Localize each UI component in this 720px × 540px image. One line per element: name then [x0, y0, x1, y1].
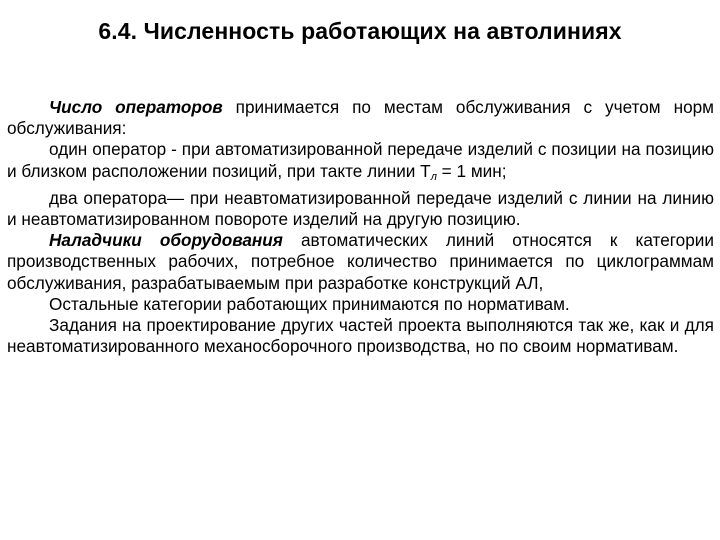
paragraph-design-tasks — [7, 315, 714, 357]
paragraph-text: Остальные категории работающих принимаются по нормативам. — [49, 293, 570, 314]
slide-body — [7, 97, 714, 357]
paragraph-text: Задания на проектирование других частей проекта выполняются так же, как и для неавтоматизированного механосборочного производства, но по своим нормативам. — [7, 315, 714, 357]
term-operators: Число операторов — [49, 97, 223, 117]
paragraph-adjusters — [7, 230, 714, 294]
paragraph-other-categories — [7, 294, 714, 315]
term-adjusters: Наладчики оборудования — [49, 230, 283, 251]
subscript-l: л — [430, 170, 437, 183]
paragraph-one-operator — [7, 139, 714, 187]
paragraph-text: два оператора— при неавтоматизированной передаче изделий с линии на линию и неавтоматизированном повороте изделий на другую позицию. — [7, 187, 714, 230]
paragraph-text: принимается по местам обслуживания с учетом норм обслуживания: — [7, 97, 715, 139]
paragraph-two-operators — [7, 188, 714, 230]
paragraph-text: один оператор - при автоматизированной передаче изделий с позиции на позицию и близком расположении позиций, при такте линии Т — [7, 139, 714, 181]
paragraph-text: автоматических линий относятся к категории производственных рабочих, потребное количество принимается по циклограммам обслуживания, разрабатываемым при разработке конструкций АЛ, — [7, 230, 715, 293]
paragraph-text: = 1 мин; — [436, 160, 507, 181]
slide-title: 6.4. Численность работающих на автолиниях — [98, 18, 622, 44]
paragraph-operators — [7, 97, 714, 139]
